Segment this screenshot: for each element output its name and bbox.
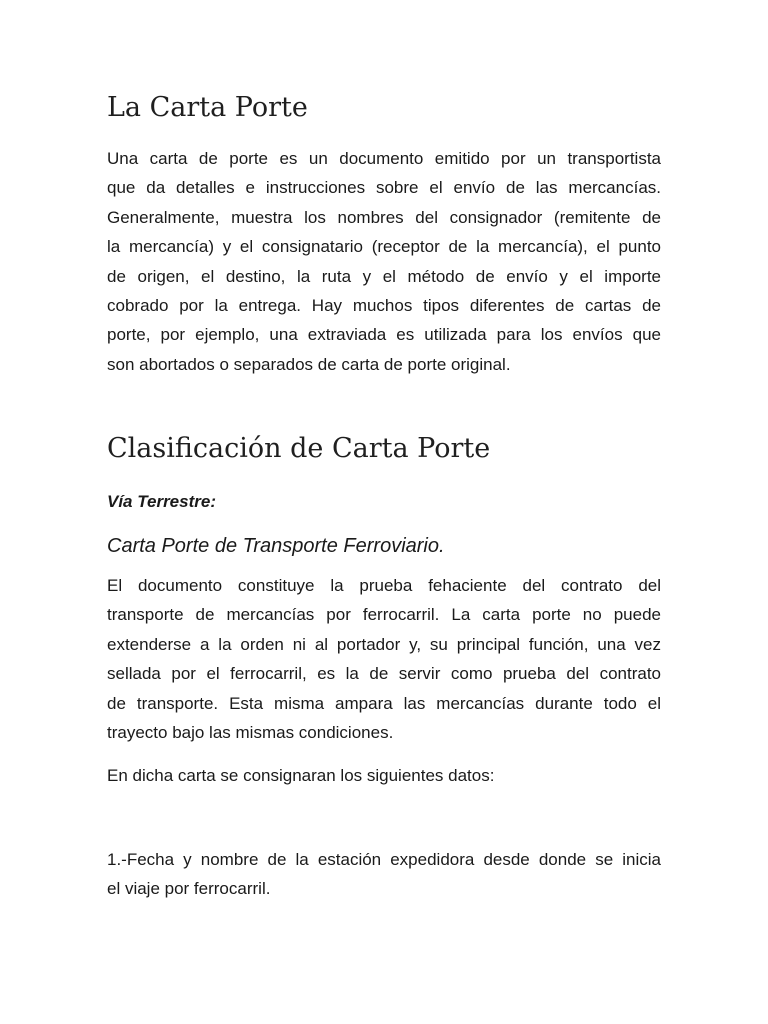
paragraph-line: extenderse a la orden ni al portador y, su principal función, una vez: [107, 634, 661, 654]
paragraph-line: de transporte. Esta misma ampara las mercancías durante todo el: [107, 693, 661, 713]
paragraph-line: son abortados o separados de carta de porte original.: [107, 354, 511, 374]
paragraph-line: trayecto bajo las mismas condiciones.: [107, 723, 394, 743]
paragraph-line: transporte de mercancías por ferrocarril. La carta porte no puede: [107, 605, 661, 625]
section-heading: Clasificación de Carta Porte: [107, 433, 491, 464]
paragraph-line: la mercancía) y el consignatario (receptor de la mercancía), el punto: [107, 237, 661, 257]
paragraph-line: El documento constituye la prueba fehaciente del contrato del: [107, 576, 661, 595]
list-item-line: 1.-Fecha y nombre de la estación expedidora desde donde se inicia: [107, 850, 661, 869]
category-label: Vía Terrestre:: [107, 492, 216, 511]
paragraph-line: Una carta de porte es un documento emitido por un transportista: [107, 149, 661, 168]
paragraph-line: de origen, el destino, la ruta y el método de envío y el importe: [107, 266, 661, 286]
subsection-title: Carta Porte de Transporte Ferroviario.: [107, 535, 445, 557]
page-title: La Carta Porte: [107, 92, 308, 123]
paragraph-line: Generalmente, muestra los nombres del consignador (remitente de: [107, 207, 661, 227]
railway-paragraph: [107, 571, 661, 747]
data-intro-text: En dicha carta se consignaran los siguientes datos:: [107, 766, 495, 785]
paragraph-line: cobrado por la entrega. Hay muchos tipos diferentes de cartas de: [107, 296, 661, 316]
list-item-line: el viaje por ferrocarril.: [107, 879, 271, 899]
paragraph-line: porte, por ejemplo, una extraviada es utilizada para los envíos que: [107, 325, 661, 345]
paragraph-line: sellada por el ferrocarril, es la de servir como prueba del contrato: [107, 664, 661, 684]
paragraph-line: que da detalles e instrucciones sobre el envío de las mercancías.: [107, 178, 661, 198]
list-item-1: [107, 845, 661, 904]
intro-paragraph: [107, 144, 661, 379]
